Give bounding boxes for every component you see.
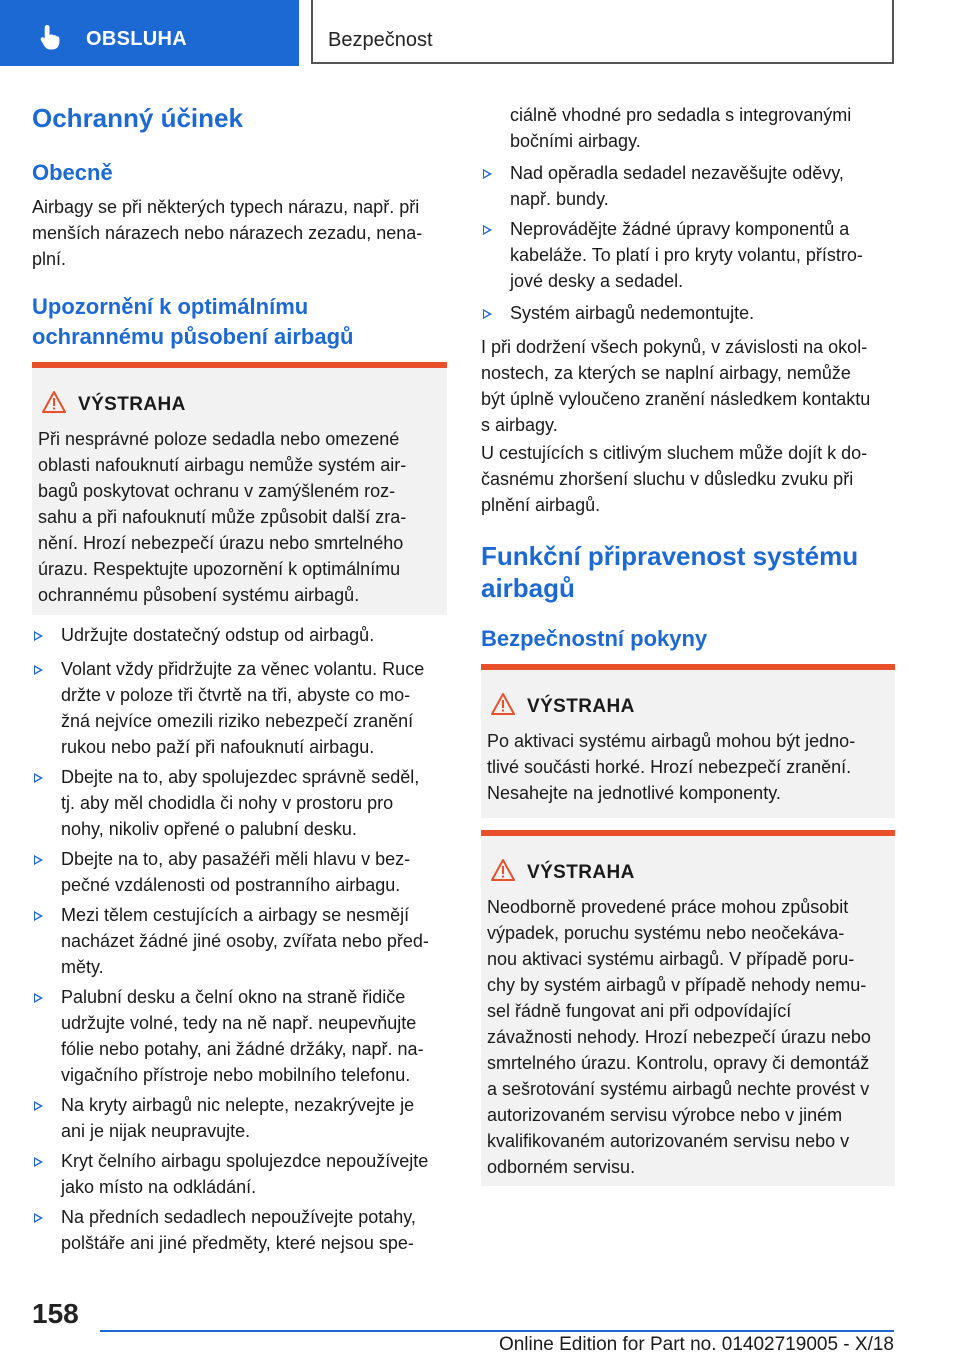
bullet-triangle-icon: [34, 911, 43, 921]
bullet-triangle-icon: [34, 665, 43, 675]
list-item: Neprovádějte žádné úpravy komponentů a kabeláže. To platí i pro kryty volantu, přístro- jové desky a sedadel.: [481, 216, 863, 294]
bullet-triangle-icon: [34, 773, 43, 783]
section-header-label: Bezpečnost: [328, 29, 433, 51]
general-paragraph: Airbagy se při některých typech nárazu, např. při menších nárazech nebo nárazech zezadu, nena- plní.: [32, 197, 423, 269]
warning-triangle-icon: [491, 858, 515, 882]
section-title: Ochranný účinek: [32, 103, 243, 133]
bullet-triangle-icon: [34, 1213, 43, 1223]
warning-box-hot-parts: [481, 664, 895, 818]
list-item: Nad opěradla sedadel nezavěšujte oděvy, např. bundy.: [481, 160, 844, 212]
bullet-triangle-icon: [483, 225, 492, 235]
bullet-triangle-icon: [483, 169, 492, 179]
list-item: Na kryty airbagů nic nelepte, nezakrývejte je ani je nijak neupravujte.: [32, 1092, 414, 1144]
warning-title: VÝSTRAHA: [527, 696, 635, 717]
warning-text: Neodborně provedené práce mohou způsobit výpadek, poruchu systému nebo neočekáva- nou aktivaci systému airbagů. V případě poru- chy by systém airbagů v případě nehody nemu- sel řádně fungovat ani při odpovídající závažnosti nehody. Hrozí nebezpečí úrazu nebo smrtelného úrazu. Kontrolu, opravy či demontáž a sešrotování systému airbagů nechte provést v autorizovaném servisu výrobce nebo v jiném kvalifikovaném autorizovaném servisu nebo v odborném servisu.: [487, 897, 871, 1177]
chapter-tab-label: OBSLUHA: [86, 28, 187, 50]
list-item: Udržujte dostatečný odstup od airbagů.: [32, 622, 374, 648]
list-item: Na předních sedadlech nepoužívejte potahy, polštáře ani jiné předměty, které nejsou spe-: [32, 1204, 416, 1256]
warning-box-improper-work: [481, 830, 895, 1186]
section-title-readiness: Funkční připravenost systému airbagů: [481, 541, 859, 603]
list-item: Volant vždy přidržujte za věnec volantu. Ruce držte v poloze tři čtvrtě na tři, abyste co mo- žná nejvíce omezili riziko nebezpečí zranění rukou nebo paží při nafouknutí airbagu.: [32, 656, 424, 760]
warning-title: VÝSTRAHA: [78, 394, 186, 415]
list-item: Kryt čelního airbagu spolujezdce nepoužívejte jako místo na odkládání.: [32, 1148, 428, 1200]
bullet-triangle-icon: [34, 1157, 43, 1167]
paragraph-hearing: U cestujících s citlivým sluchem může dojít k do- časnému zhoršení sluchu v důsledku zvuku při plnění airbagů.: [481, 443, 868, 515]
bullet-triangle-icon: [34, 631, 43, 641]
warning-text: Po aktivaci systému airbagů mohou být jedno- tlivé součásti horké. Hrozí nebezpečí zranění. Nesahejte na jednotlivé komponenty.: [487, 731, 856, 803]
bullet-triangle-icon: [34, 993, 43, 1003]
warning-triangle-icon: [491, 692, 515, 716]
subsection-title-general: Obecně: [32, 160, 113, 185]
hand-pointer-icon: [36, 22, 66, 52]
warning-title: VÝSTRAHA: [527, 862, 635, 883]
subsection-title-safety: Bezpečnostní pokyny: [481, 626, 708, 651]
list-item: Dbejte na to, aby pasažéři měli hlavu v bez- pečné vzdálenosti od postranního airbagu.: [32, 846, 410, 898]
list-item: Mezi tělem cestujících a airbagy se nesmějí nacházet žádné jiné osoby, zvířata nebo před- měty.: [32, 902, 429, 980]
footer-edition-note: Online Edition for Part no. 01402719005 - X/18: [498, 1334, 894, 1355]
warning-box-seat-position: [32, 362, 447, 615]
bullet-triangle-icon: [483, 309, 492, 319]
subsection-title-notes: Upozornění k optimálnímu ochrannému působení airbagů: [32, 294, 354, 349]
section-header: [311, 0, 894, 64]
warning-triangle-icon: [42, 390, 66, 414]
list-item: Palubní desku a čelní okno na straně řidiče udržujte volné, tedy na ně např. neupevňujte fólie nebo potahy, ani žádné držáky, např. na- vigačního přístroje nebo mobilního telefonu.: [32, 984, 424, 1088]
bullet-triangle-icon: [34, 855, 43, 865]
paragraph-injury-risk: I při dodržení všech pokynů, v závislosti na okol- nostech, za kterých se naplní airbagy, nemůže být úplně vyloučeno zranění následkem kontaktu s airbagy.: [481, 337, 871, 435]
page-number: 158: [32, 1298, 79, 1329]
bullet-triangle-icon: [34, 1101, 43, 1111]
chapter-tab[interactable]: [0, 0, 299, 66]
list-item: Dbejte na to, aby spolujezdec správně seděl, tj. aby měl chodidla či nohy v prostoru pro nohy, nikoliv opřené o palubní desku.: [32, 764, 419, 842]
warning-text: Při nesprávné poloze sedadla nebo omezené oblasti nafouknutí airbagu nemůže systém air- bagů poskytovat ochranu v zamýšleném roz- sahu a při nafouknutí může způsobit další zra- nění. Hrozí nebezpečí úrazu nebo smrtelného úrazu. Respektujte upozornění k optimálnímu ochrannému působení systému airbagů.: [38, 429, 407, 605]
list-item-continuation: ciálně vhodné pro sedadla s integrovanými bočními airbagy.: [510, 105, 852, 151]
list-item: Systém airbagů nedemontujte.: [481, 300, 754, 326]
footer-divider: [100, 1330, 894, 1332]
